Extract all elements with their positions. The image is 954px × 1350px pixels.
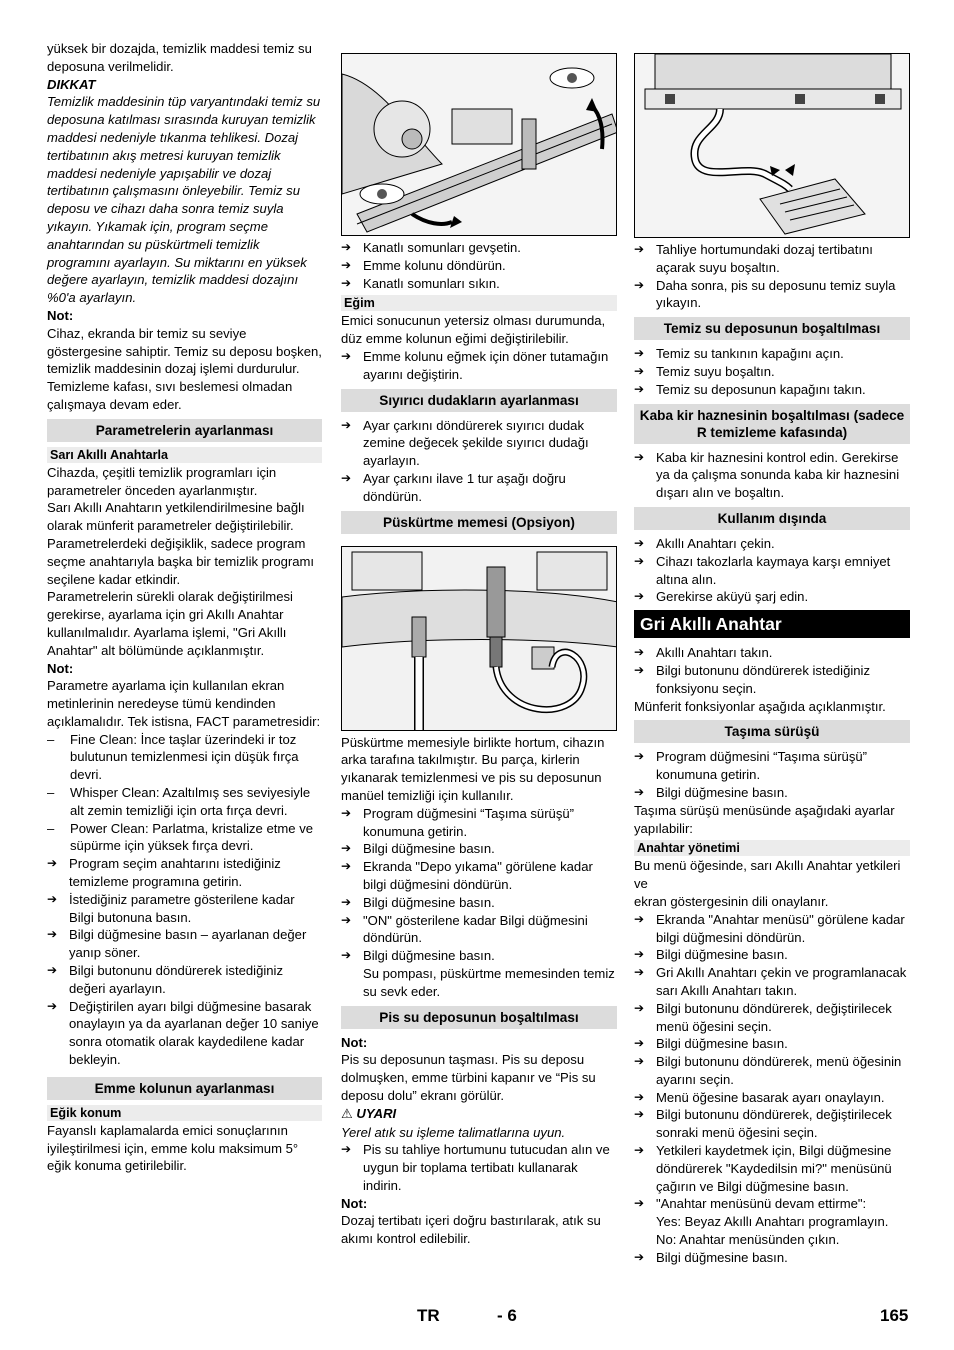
step-item: ➔ Cihazı takozlarla kaymaya karşı emniyet altına alın. xyxy=(634,553,910,589)
note-text: Dozaj tertibatı içeri doğru bastırılarak, atık su akımı kontrol edilebilir. xyxy=(341,1213,601,1247)
step-result: Su pompası, püskürtme memesinden temiz su sevk eder. xyxy=(363,965,615,999)
step-item: ➔ Değiştirilen ayarı bilgi düğmesine basarak onaylayın ya da ayarlanan değer 10 saniye sonra otomatik olarak kaydedilene kadar bekleyin. xyxy=(47,998,322,1069)
step-item: ➔ Pis su tahliye hortumunu tutucudan alın ve uygun bir toplama tertibatı kullanarak indirin. xyxy=(341,1141,617,1194)
chapter-title-grey-key: Gri Akıllı Anahtar xyxy=(634,610,910,638)
step-item: ➔ Bilgi butonunu döndürerek istediğiniz fonksiyonu seçin. xyxy=(634,662,910,698)
subheading-incline: Eğim xyxy=(341,295,617,311)
step-item: ➔ Akıllı Anahtarı takın. xyxy=(634,644,910,662)
step-item: ➔ Bilgi butonunu döndürerek istediğiniz değeri ayarlayın. xyxy=(47,962,322,998)
paragraph: Münferit fonksiyonlar aşağıda açıklanmıştır. xyxy=(634,698,886,714)
step-item: ➔ Menü öğesine basarak ayarı onaylayın. xyxy=(634,1089,910,1107)
caution-label: DIKKAT xyxy=(47,76,96,92)
drain-hose-illustration xyxy=(635,54,910,237)
section-heading-coarse-dirt: Kaba kir haznesinin boşaltılması (sadece R temizleme kafasında) xyxy=(634,404,910,444)
step-item: ➔ Gri Akıllı Anahtarı çekin ve programlanacak sarı Akıllı Anahtarı takın. xyxy=(634,964,910,1000)
step-item: ➔ Tahliye hortumundaki dozaj tertibatını açarak suyu boşaltın. xyxy=(634,241,910,277)
step-item: ➔ Bilgi düğmesine basın – ayarlanan değer yanıp söner. xyxy=(47,926,322,962)
section-heading-suction-arm: Emme kolunun ayarlanması xyxy=(47,1077,322,1100)
dash-item: – Whisper Clean: Azaltılmış ses seviyesiyle alt zemin temizliği için orta fırça devri. xyxy=(47,784,322,820)
step-item: ➔ "Anahtar menüsünü devam ettirme": xyxy=(634,1195,910,1213)
figure-suction-arm xyxy=(341,53,617,236)
subheading-key-management: Anahtar yönetimi xyxy=(634,840,910,856)
step-item: ➔ Emme kolunu eğmek için döner tutamağın ayarını değiştirin. xyxy=(341,348,617,384)
step-item: ➔ Program düğmesini “Taşıma sürüşü” konumuna getirin. xyxy=(634,748,910,784)
note-label: Not: xyxy=(47,660,74,676)
paragraph: ekran göstergesinin dili onaylanır. xyxy=(634,893,829,909)
section-heading-out-of-use: Kullanım dışında xyxy=(634,507,910,530)
paragraph: Sarı Akıllı Anahtarın yetkilendirilmesine bağlı olarak münferit parametreler değiştirilebilir. xyxy=(47,500,305,534)
paragraph: Emici sonucunun yetersiz olması durumunda, düz emme kolunun eğimi değiştirilebilir. xyxy=(341,313,606,347)
figure-spray-nozzle xyxy=(341,546,617,731)
suction-arm-illustration xyxy=(342,54,617,235)
step-item: ➔ Bilgi butonunu döndürerek, menü öğesinin ayarını seçin. xyxy=(634,1053,910,1089)
option-no: No: Anahtar menüsünden çıkın. xyxy=(656,1232,840,1248)
column-2 xyxy=(341,40,617,1248)
step-item: ➔ Ekranda "Depo yıkama" görülene kadar bilgi düğmesini döndürün. xyxy=(341,858,617,894)
paragraph: Taşıma sürüşü menüsünde aşağıdaki ayarlar yapılabilir: xyxy=(634,802,895,836)
section-heading-transport: Taşıma sürüşü xyxy=(634,720,910,743)
subheading-tilted: Eğik konum xyxy=(47,1105,322,1121)
step-item: ➔ Bilgi düğmesine basın. xyxy=(634,946,910,964)
note-label: Not: xyxy=(341,1034,368,1050)
step-item: ➔ Bilgi düğmesine basın. xyxy=(634,1249,910,1267)
step-item: ➔ Ekranda "Anahtar menüsü" görülene kadar bilgi düğmesini döndürün. xyxy=(634,911,910,947)
step-item: ➔ Kanatlı somunları sıkın. xyxy=(341,275,617,293)
step-item: ➔ Ayar çarkını döndürerek sıyırıcı dudak zemine değecek şekilde sıyırıcı dudağı ayarlayın. xyxy=(341,417,617,470)
step-item: ➔ Daha sonra, pis su deposunu temiz suyla yıkayın. xyxy=(634,277,910,313)
footer-section: - 6 xyxy=(497,1306,517,1325)
step-item: ➔ Temiz su tankının kapağını açın. xyxy=(634,345,910,363)
caution-text: Temizlik maddesinin tüp varyantındaki temiz su deposuna katılması sırasında kuruyan temizlik maddesi nedeniyle tıkanma tehlikesi. Dozaj tertibatının akış metresi kuruyan temizlik maddesi nedeniyle yapışabilir ve dozaj tertibatının çalışmasını önleyebilir. Temiz su deposu ve cihazı daha sonra temiz suyla yıkayın. Yıkamak için, program seçme anahtarından su püskürtmeli temizlik programını ayarlayın. Su miktarını en yüksek değere ayarlayın, temizlik maddesi dozajını %0'a ayarlayın. xyxy=(47,94,321,306)
dash-item: – Fine Clean: İnce taşlar üzerindeki ir toz bulutunun temizlenmesi için düşük fırça devri. xyxy=(47,731,322,784)
spray-nozzle-illustration xyxy=(342,547,617,730)
step-item: ➔ Bilgi düğmesine basın. xyxy=(634,1035,910,1053)
section-heading-dirty-water: Pis su deposunun boşaltılması xyxy=(341,1006,617,1029)
intro-text: yüksek bir dozajda, temizlik maddesi temiz su deposuna verilmelidir. xyxy=(47,41,312,74)
paragraph: Fayanslı kaplamalarda emici sonuçlarının iyileştirilmesi için, emme kolu maksimum 5° eğik konuma getirilebilir. xyxy=(47,1122,299,1174)
note-label: Not: xyxy=(47,307,74,323)
note-text: Pis su deposunun taşması. Pis su deposu dolmuşken, emme türbini kapanır ve “Pis su deposu dolu” ekranı görülür. xyxy=(341,1052,596,1103)
figure-drain-hose xyxy=(634,53,910,238)
step-item: ➔ Bilgi düğmesine basın. xyxy=(341,947,617,965)
section-heading-clean-water: Temiz su deposunun boşaltılması xyxy=(634,317,910,340)
step-item: ➔ "ON" gösterilene kadar Bilgi düğmesini döndürün. xyxy=(341,912,617,948)
dash-item: – Power Clean: Parlatma, kristalize etme ve süpürme için yüksek fırça devri. xyxy=(47,820,322,856)
step-item: ➔ Kaba kir haznesini kontrol edin. Gerekirse ya da çalışma sonunda kaba kir haznesini dışarı alın ve boşaltın. xyxy=(634,449,910,502)
subheading-yellow-key: Sarı Akıllı Anahtarla xyxy=(47,447,322,463)
step-item: ➔ Kanatlı somunları gevşetin. xyxy=(341,239,617,257)
step-item: ➔ Ayar çarkını ilave 1 tur aşağı doğru döndürün. xyxy=(341,470,617,506)
paragraph: Parametrelerin sürekli olarak değiştirilmesi gerekirse, ayarlama için gri Akıllı Anahtar kullanılmalıdır. Ayarlama işlemi, "Gri Akıllı Anahtar" alt bölümünde açıklanmıştır. xyxy=(47,589,293,658)
warning-text: Yerel atık su işleme talimatlarına uyun. xyxy=(341,1124,566,1140)
column-3 xyxy=(634,40,910,1267)
note-text: Cihaz, ekranda bir temiz su seviye göstergesine sahiptir. Temiz su deposu boşken, temizlik maddesinin dozaj işlemi durdurulur. Temizleme kafası, sıvı beslemesi olmadan çalışmaya devam eder. xyxy=(47,325,322,412)
section-heading-squeegee: Sıyırıcı dudakların ayarlanması xyxy=(341,389,617,412)
section-heading-parameters: Parametrelerin ayarlanması xyxy=(47,419,322,442)
column-1 xyxy=(47,40,322,1175)
step-item: ➔ Emme kolunu döndürün. xyxy=(341,257,617,275)
section-heading-spray-nozzle: Püskürtme memesi (Opsiyon) xyxy=(341,511,617,534)
warning-label-text: UYARI xyxy=(356,1105,397,1121)
paragraph: Bu menü öğesinde, sarı Akıllı Anahtar yetkileri ve xyxy=(634,858,901,892)
step-item: ➔ İstediğiniz parametre gösterilene kadar Bilgi butonuna basın. xyxy=(47,891,322,927)
footer-language: TR xyxy=(417,1306,440,1325)
paragraph: Cihazda, çeşitli temizlik programları için parametreler önceden ayarlanmıştır. xyxy=(47,464,277,498)
step-item: ➔ Bilgi butonunu döndürerek, değiştirilecek menü öğesini seçin. xyxy=(634,1000,910,1036)
step-item: ➔ Bilgi düğmesine basın. xyxy=(341,894,617,912)
step-item: ➔ Yetkileri kaydetmek için, Bilgi düğmesine döndürerek "Kaydedilsin mi?" menüsünü çağırın ve Bilgi düğmesine basın. xyxy=(634,1142,910,1195)
step-item: ➔ Bilgi düğmesine basın. xyxy=(341,840,617,858)
step-item: ➔ Bilgi düğmesine basın. xyxy=(634,784,910,802)
step-item: ➔ Temiz suyu boşaltın. xyxy=(634,363,910,381)
step-item: ➔ Program seçim anahtarını istediğiniz temizleme programına getirin. xyxy=(47,855,322,891)
paragraph: Püskürtme memesiyle birlikte hortum, cihazın arka tarafına takılmıştır. Bu parça, kirlerin yıkanarak temizlenmesi ve pis su deposunun manüel temizliği için kullanılır. xyxy=(341,734,605,803)
warning-label xyxy=(341,1105,617,1124)
footer-page-number: 165 xyxy=(880,1306,909,1325)
note-text: Parametre ayarlama için kullanılan ekran metinlerinin neredeyse tümü kendinden açıklamalıdır. Tek istisna, FACT parametresidir: xyxy=(47,678,321,729)
note-label: Not: xyxy=(341,1195,368,1211)
step-item: ➔ Program düğmesini “Taşıma sürüşü” konumuna getirin. xyxy=(341,805,617,841)
step-item: ➔ Temiz su deposunun kapağını takın. xyxy=(634,381,910,399)
paragraph: Parametrelerdeki değişiklik, sadece program seçme anahtarıyla başka bir temizlik programı seçilene kadar etkindir. xyxy=(47,535,315,587)
step-item: ➔ Akıllı Anahtarı çekin. xyxy=(634,535,910,553)
step-item: ➔ Bilgi butonunu döndürerek, değiştirilecek sonraki menü öğesini seçin. xyxy=(634,1106,910,1142)
warning-triangle-icon: ⚠ xyxy=(341,1106,353,1122)
option-yes: Yes: Beyaz Akıllı Anahtarı programlayın. xyxy=(656,1214,889,1230)
step-item: ➔ Gerekirse aküyü şarj edin. xyxy=(634,588,910,606)
